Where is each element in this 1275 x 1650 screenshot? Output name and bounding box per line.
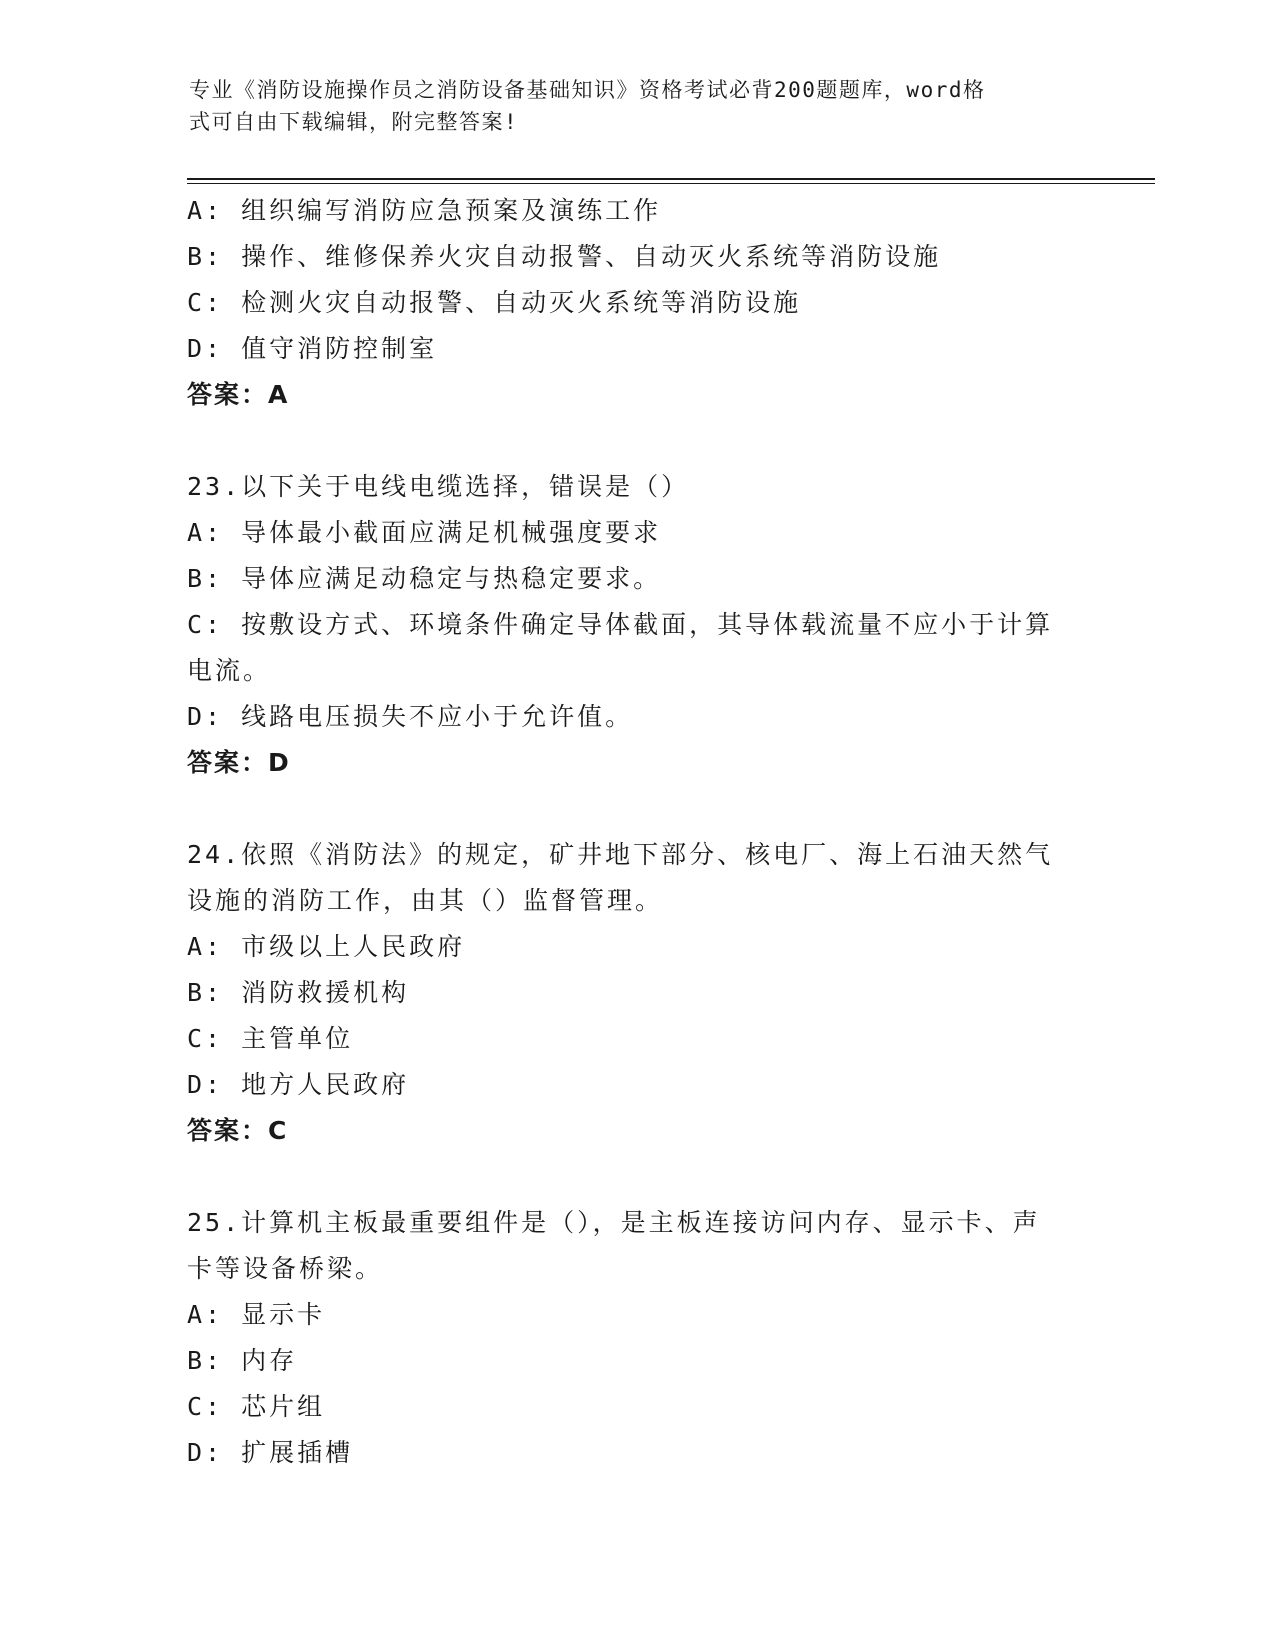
question-stem: 23.以下关于电线电缆选择，错误是（） <box>187 472 690 501</box>
spacer <box>187 1154 1077 1200</box>
option-b: B: 导体应满足动稳定与热稳定要求。 <box>187 564 662 593</box>
spacer <box>187 786 1077 832</box>
option-b: B: 操作、维修保养火灾自动报警、自动灭火系统等消防设施 <box>187 242 942 271</box>
question-22-continued <box>187 188 1077 418</box>
answer-line: 答案：A <box>187 380 290 409</box>
spacer <box>187 418 1077 464</box>
option-d: D: 值守消防控制室 <box>187 334 438 363</box>
question-stem-continued: 设施的消防工作，由其（）监督管理。 <box>187 886 664 915</box>
option-d: D: 扩展插槽 <box>187 1438 354 1467</box>
question-stem-continued: 卡等设备桥梁。 <box>187 1254 384 1283</box>
header-line-2: 式可自由下载编辑，附完整答案! <box>189 110 519 134</box>
option-c: C: 主管单位 <box>187 1024 354 1053</box>
option-b: B: 内存 <box>187 1346 298 1375</box>
option-a: A: 组织编写消防应急预案及演练工作 <box>187 196 662 225</box>
option-d: D: 线路电压损失不应小于允许值。 <box>187 702 634 731</box>
option-a: A: 市级以上人民政府 <box>187 932 466 961</box>
question-24 <box>187 832 1077 1154</box>
option-c: C: 检测火灾自动报警、自动灭火系统等消防设施 <box>187 288 802 317</box>
header-line-1: 专业《消防设施操作员之消防设备基础知识》资格考试必背200题题库，word格 <box>189 78 986 102</box>
answer-line: 答案：D <box>187 748 291 777</box>
question-25 <box>187 1200 1077 1476</box>
option-d: D: 地方人民政府 <box>187 1070 410 1099</box>
question-stem: 24.依照《消防法》的规定，矿井地下部分、核电厂、海上石油天然气 <box>187 840 1054 869</box>
option-c: C: 按敷设方式、环境条件确定导体截面，其导体载流量不应小于计算 <box>187 610 1054 639</box>
answer-line: 答案：C <box>187 1116 289 1145</box>
header-divider-thin <box>187 183 1155 184</box>
header-divider-thick <box>187 178 1155 180</box>
option-c: C: 芯片组 <box>187 1392 326 1421</box>
option-b: B: 消防救援机构 <box>187 978 410 1007</box>
document-header <box>189 74 1069 138</box>
option-c-continued: 电流。 <box>187 656 272 685</box>
question-stem: 25.计算机主板最重要组件是（），是主板连接访问内存、显示卡、声 <box>187 1208 1041 1237</box>
option-a: A: 导体最小截面应满足机械强度要求 <box>187 518 662 547</box>
question-23 <box>187 464 1077 786</box>
option-a: A: 显示卡 <box>187 1300 326 1329</box>
question-list <box>187 188 1077 1476</box>
